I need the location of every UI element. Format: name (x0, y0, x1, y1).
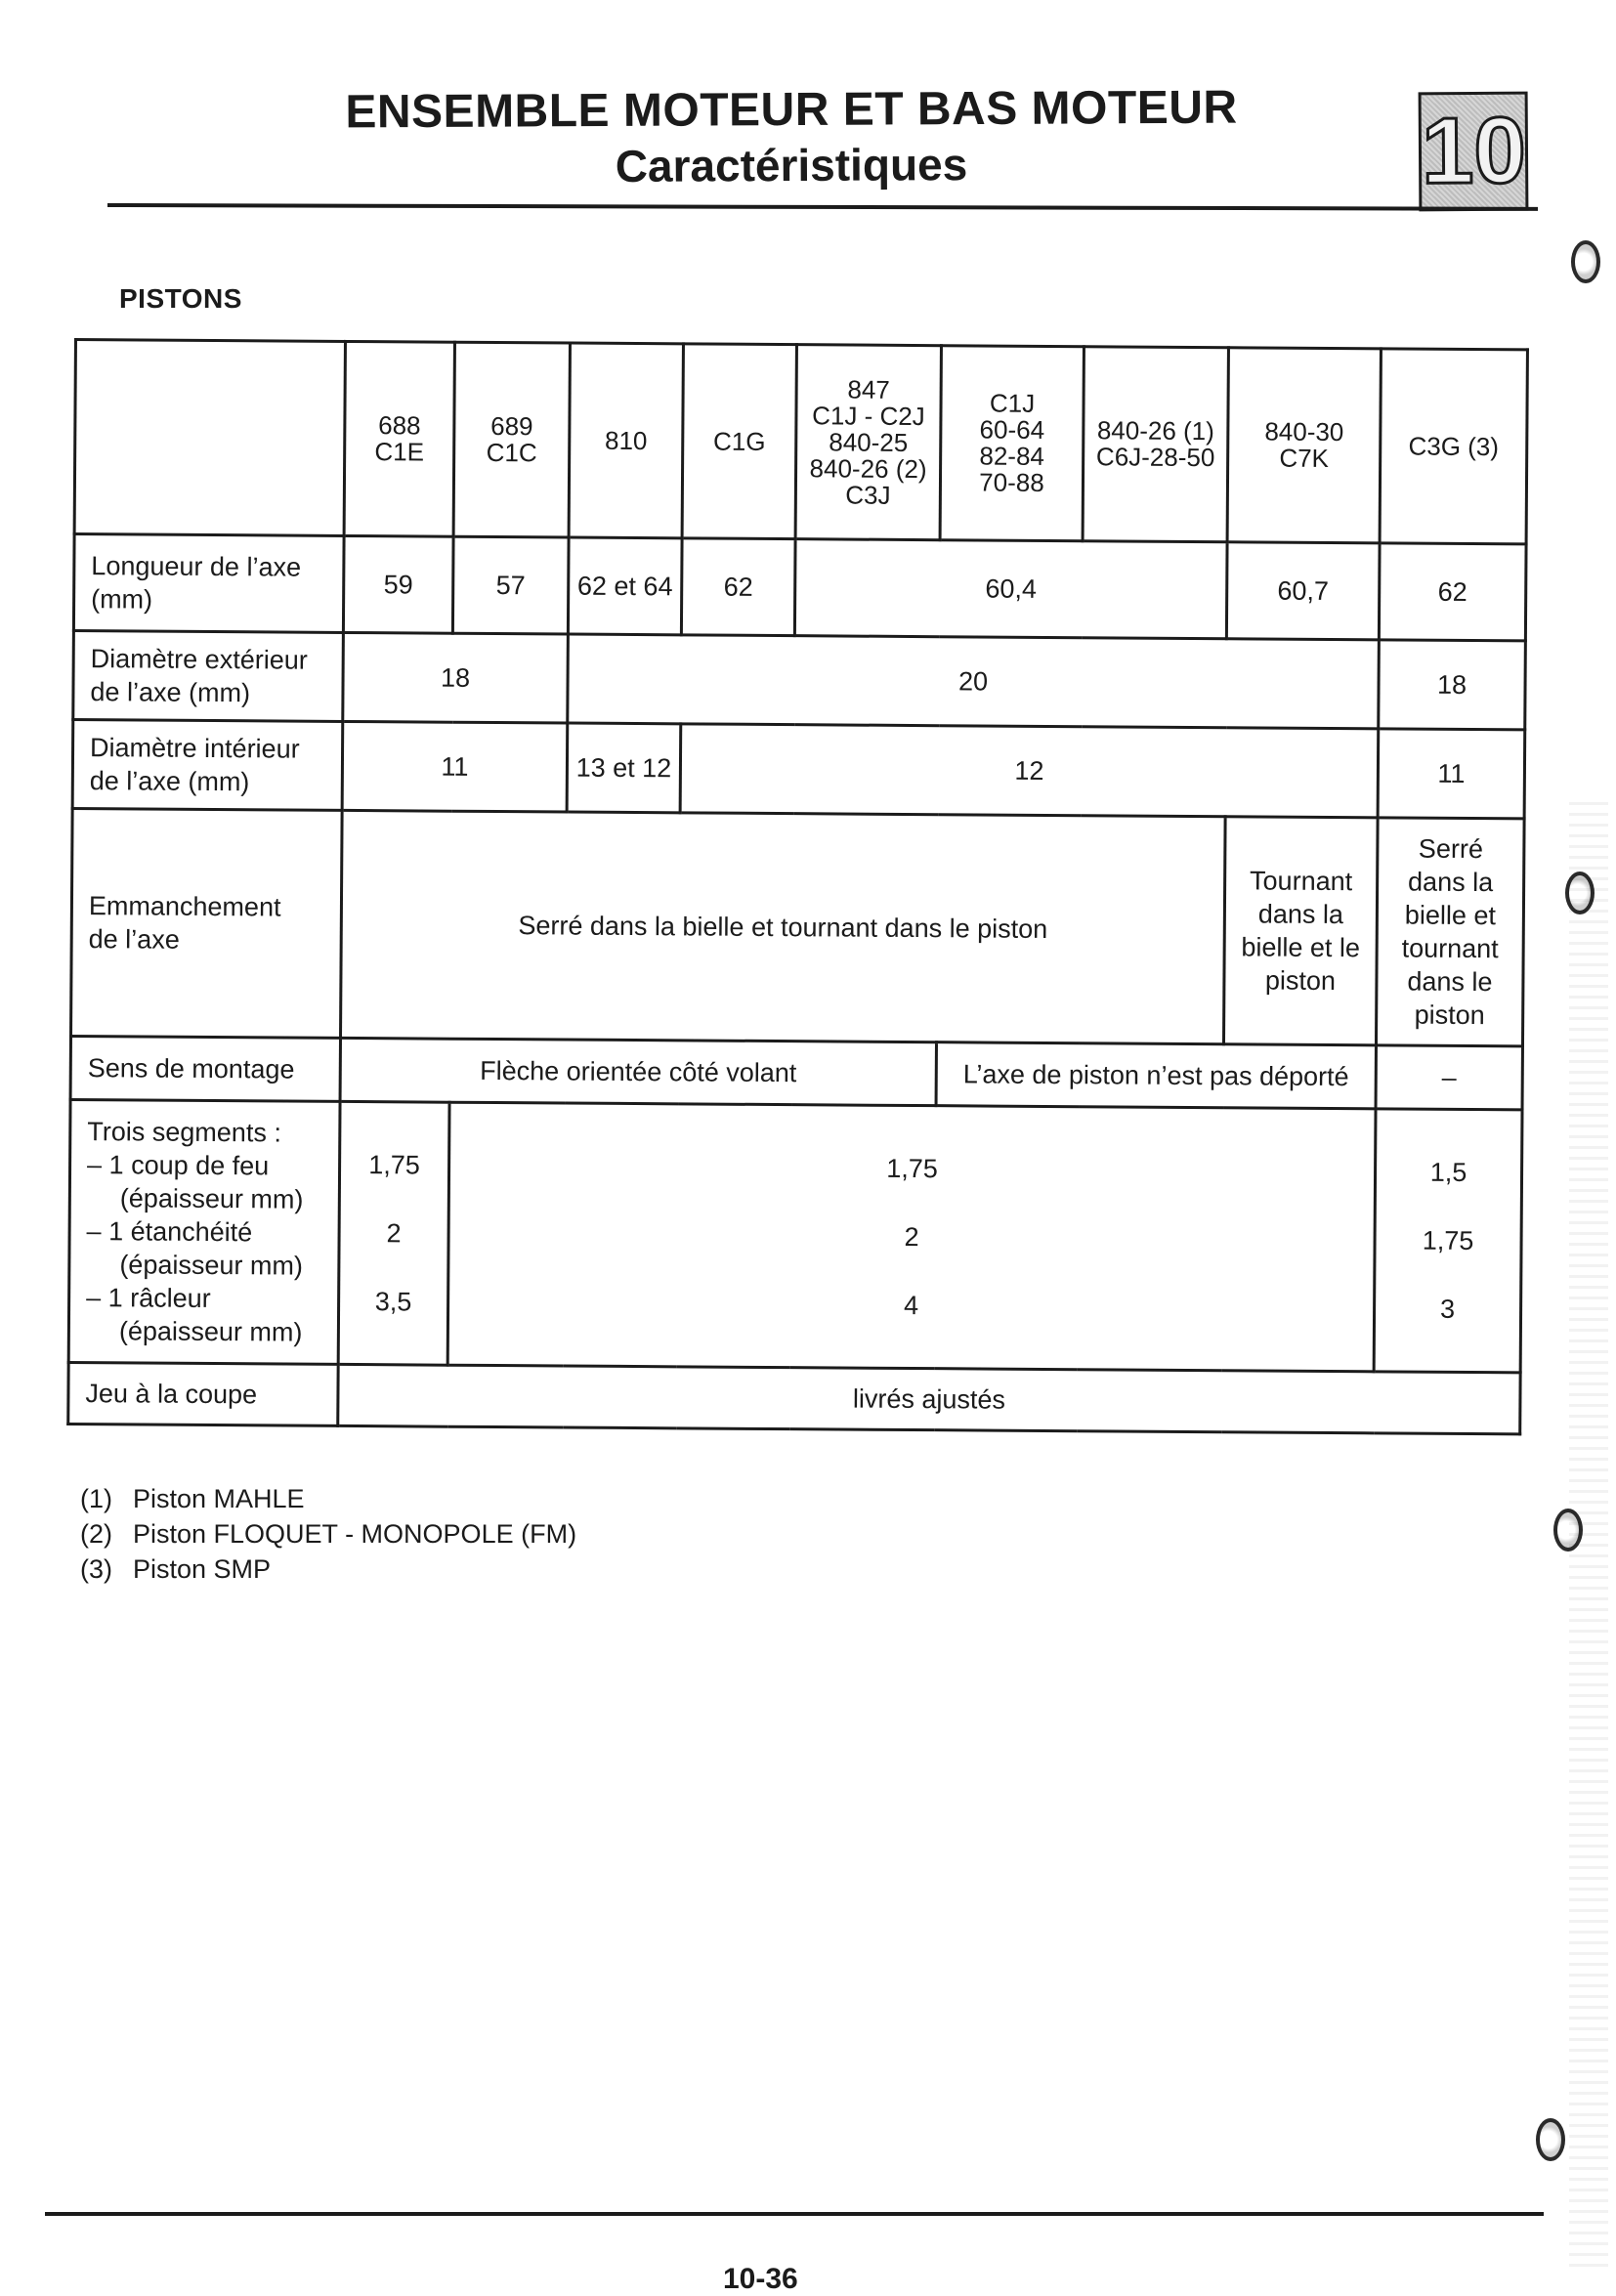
segment-value: 3 (1439, 1294, 1456, 1324)
column-header-line: 840-26 (2) (809, 452, 927, 484)
segment-value: 1,75 (1422, 1225, 1474, 1256)
footnote-2 (80, 1516, 576, 1552)
cell-line: bielle et le (1241, 932, 1361, 963)
cell-diam-int-c1g-to-840-30: 12 (680, 724, 1379, 818)
cell-sens-left: Flèche orientée côté volant (340, 1038, 936, 1105)
segment-item: – 1 coup de feu (86, 1150, 270, 1181)
footnote-3 (80, 1552, 576, 1587)
cell-longueur-c3g: 62 (1379, 543, 1526, 641)
cell-segments-main (447, 1102, 1376, 1372)
column-header-line: C7K (1279, 443, 1330, 473)
column-header-line: C1G (712, 426, 766, 456)
column-header-c1j (940, 346, 1084, 541)
column-header-line: C1J - C2J (812, 400, 925, 431)
row-label-line: Diamètre extérieur (90, 644, 308, 675)
cell-longueur-689: 57 (452, 536, 569, 634)
column-header-line: 688 (378, 410, 421, 441)
row-label-line: (mm) (91, 584, 153, 615)
row-label-emmanchement (71, 808, 343, 1038)
column-header-line: 82-84 (979, 441, 1045, 471)
cell-line: tournant (1401, 933, 1499, 964)
row-label-diametre-interieur (72, 720, 343, 811)
row-label-segments (68, 1099, 340, 1364)
column-header-line: 60-64 (979, 414, 1045, 445)
chapter-number-badge: 10 (1419, 92, 1529, 212)
column-header-810 (569, 343, 683, 538)
row-segments (68, 1099, 1522, 1372)
cell-line: Tournant (1250, 866, 1353, 897)
cell-emmanchement-main: Serré dans la bielle et tournant dans le piston (341, 810, 1226, 1043)
column-header-line: C1C (486, 437, 537, 468)
section-label: PISTONS (119, 283, 242, 314)
column-header-line: C1J (989, 388, 1036, 418)
column-header-line: 810 (604, 425, 648, 455)
cell-sens-c3g: – (1376, 1045, 1522, 1110)
cell-longueur-840-30: 60,7 (1226, 542, 1380, 640)
row-label-line: Longueur de l’axe (91, 551, 302, 582)
row-diametre-interieur (72, 720, 1525, 819)
cell-diam-int-c3g: 11 (1378, 729, 1525, 819)
document-subtitle: Caractéristiques (615, 139, 968, 191)
header-rule (107, 203, 1538, 211)
column-header-847 (795, 345, 941, 540)
column-header-line: C6J-28-50 (1095, 442, 1215, 473)
row-label-line: de l’axe (mm) (89, 766, 250, 797)
cell-diam-ext-810-to-840-30: 20 (568, 634, 1380, 729)
column-header-c1g (682, 344, 796, 539)
cell-diam-ext-688-689: 18 (343, 632, 569, 723)
footnotes (80, 1481, 576, 1587)
row-label-line: Emmanchement (88, 891, 281, 922)
segment-item-sub: (épaisseur mm) (118, 1316, 303, 1347)
row-label-sens-de-montage: Sens de montage (70, 1036, 340, 1101)
segment-value: 1,5 (1429, 1157, 1467, 1187)
column-header-line: 840-26 (1) (1096, 415, 1214, 446)
segment-item-sub: (épaisseur mm) (119, 1250, 304, 1281)
row-label-longueur (73, 534, 344, 633)
footnote-text: Piston FLOQUET - MONOPOLE (FM) (133, 1519, 577, 1549)
column-header-840-26 (1083, 347, 1228, 542)
row-label-diametre-exterieur (73, 631, 344, 722)
footnote-text: Piston SMP (133, 1554, 272, 1584)
cell-line: dans le (1407, 966, 1493, 998)
column-header-line: 70-88 (979, 467, 1044, 497)
footnote-number: (2) (80, 1519, 112, 1549)
header-row (74, 340, 1527, 544)
column-header-line: 840-30 (1264, 416, 1344, 447)
cell-line: dans la (1257, 899, 1344, 930)
segment-value: 2 (904, 1221, 919, 1253)
row-sens-de-montage (70, 1036, 1522, 1109)
segments-title: Trois segments : (87, 1117, 281, 1148)
column-header-688 (344, 341, 454, 536)
cell-segments-688 (338, 1101, 449, 1365)
row-label-line: Diamètre intérieur (89, 733, 300, 764)
cell-longueur-847-to-840-26: 60,4 (794, 539, 1227, 639)
cell-line: piston (1414, 999, 1485, 1031)
cell-emmanchement-840-30 (1223, 817, 1378, 1045)
column-header-line: C1E (374, 437, 425, 467)
punch-hole-icon (1571, 240, 1600, 283)
footnote-text: Piston MAHLE (133, 1484, 305, 1513)
cell-diam-ext-c3g: 18 (1379, 640, 1526, 730)
row-label-line: de l’axe (mm) (90, 677, 251, 708)
row-diametre-exterieur (73, 631, 1526, 730)
segment-value: 4 (903, 1290, 919, 1321)
cell-sens-right: L’axe de piston n’est pas déporté (936, 1042, 1376, 1109)
column-header-689 (453, 342, 570, 537)
cell-segments-c3g (1374, 1109, 1522, 1373)
punch-hole-icon (1536, 2118, 1565, 2161)
document-title: ENSEMBLE MOTEUR ET BAS MOTEUR (345, 81, 1238, 139)
scan-edge-noise (1569, 801, 1608, 2267)
cell-longueur-688: 59 (343, 535, 453, 633)
cell-line: piston (1264, 965, 1337, 997)
cell-line: Serré (1418, 833, 1484, 865)
cell-emmanchement-c3g (1376, 818, 1524, 1046)
column-header-line: C3G (3) (1408, 431, 1500, 461)
segment-value: 1,75 (886, 1153, 938, 1184)
cell-jeu-a-la-coupe: livrés ajustés (338, 1364, 1520, 1433)
cell-longueur-810: 62 et 64 (568, 537, 682, 635)
cell-diam-int-810: 13 et 12 (567, 723, 681, 813)
column-header-line: 847 (847, 374, 890, 404)
column-header-840-30 (1227, 348, 1381, 543)
header-empty-cell (74, 340, 345, 536)
row-label-jeu-a-la-coupe: Jeu à la coupe (68, 1362, 338, 1425)
row-label-line: de l’axe (88, 924, 180, 955)
column-header-c3g (1380, 349, 1527, 544)
row-emmanchement (71, 808, 1525, 1045)
footer-rule (45, 2212, 1544, 2216)
footnote-1 (80, 1481, 576, 1516)
segment-item: – 1 râcleur (86, 1283, 211, 1313)
column-header-line: C3J (845, 480, 891, 510)
pistons-spec-table (66, 338, 1529, 1435)
row-jeu-a-la-coupe (68, 1362, 1520, 1433)
footnote-number: (1) (80, 1484, 112, 1513)
cell-longueur-c1g: 62 (681, 538, 795, 636)
pistons-table-wrapper (66, 338, 1526, 1435)
segment-item: – 1 étanchéité (86, 1216, 253, 1248)
cell-line: bielle et (1404, 900, 1497, 931)
segment-value: 1,75 (368, 1150, 420, 1180)
page-number: 10-36 (723, 2263, 798, 2295)
row-longueur (73, 534, 1526, 641)
segment-item-sub: (épaisseur mm) (119, 1183, 304, 1214)
cell-line: dans la (1407, 867, 1494, 898)
column-header-line: 840-25 (829, 426, 909, 457)
segment-value: 3,5 (374, 1287, 412, 1317)
column-header-line: 689 (490, 410, 533, 442)
footnote-number: (3) (80, 1554, 112, 1584)
cell-diam-int-688-689: 11 (342, 721, 568, 812)
segment-value: 2 (386, 1218, 402, 1249)
